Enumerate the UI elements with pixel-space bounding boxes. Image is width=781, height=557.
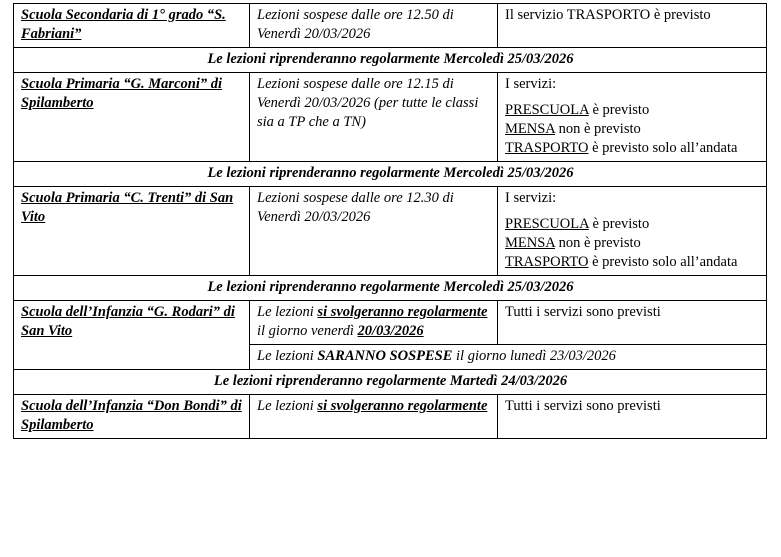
service-item <box>505 139 760 158</box>
service-name: TRASPORTO <box>505 254 589 270</box>
school-name: Scuola Primaria “G. Marconi” di Spilamberto <box>21 76 223 111</box>
lessons-emphasis: SARANNO SOSPESE <box>317 348 453 364</box>
lessons-suspended-cell <box>250 345 767 370</box>
services-cell <box>498 187 767 276</box>
lessons-date: 20/03/2026 <box>357 323 424 339</box>
services-cell: Tutti i servizi sono previsti <box>498 301 767 345</box>
lessons-cell: Lezioni sospese dalle ore 12.30 di Venerdì 20/03/2026 <box>250 187 498 276</box>
service-item <box>505 234 760 253</box>
services-cell <box>498 73 767 162</box>
school-name-cell <box>14 73 250 162</box>
table-row <box>14 187 767 276</box>
lessons-suffix: il giorno lunedì 23/03/2026 <box>452 348 616 364</box>
service-status: è previsto <box>588 102 650 118</box>
school-name-cell <box>14 395 250 439</box>
lessons-cell <box>250 301 498 345</box>
resume-banner-text: Le lezioni riprenderanno regolarmente Mercoledì 25/03/2026 <box>14 48 767 73</box>
lessons-emphasis: si svolgeranno regolarmente <box>317 398 488 414</box>
resume-banner <box>14 48 767 73</box>
resume-banner-text: Le lezioni riprenderanno regolarmente Mercoledì 25/03/2026 <box>14 162 767 187</box>
lessons-cell: Lezioni sospese dalle ore 12.15 di Venerdì 20/03/2026 (per tutte le classi sia a TP che a TN) <box>250 73 498 162</box>
services-cell: Il servizio TRASPORTO è previsto <box>498 4 767 48</box>
resume-banner-text: Le lezioni riprenderanno regolarmente Mercoledì 25/03/2026 <box>14 276 767 301</box>
table-row <box>14 4 767 48</box>
lessons-prefix: Le lezioni <box>257 348 318 364</box>
service-item <box>505 215 760 234</box>
service-name: PRESCUOLA <box>505 216 589 232</box>
lessons-cell <box>250 395 498 439</box>
school-name-cell <box>14 301 250 370</box>
service-name: PRESCUOLA <box>505 102 589 118</box>
table-row <box>14 395 767 439</box>
school-name: Scuola Primaria “C. Trenti” di San Vito <box>21 190 234 225</box>
lessons-prefix: Le lezioni <box>257 304 318 320</box>
school-name: Scuola dell’Infanzia “G. Rodari” di San Vito <box>21 304 235 339</box>
service-item <box>505 101 760 120</box>
services-heading: I servizi: <box>505 190 557 206</box>
school-schedule-table <box>13 3 767 439</box>
school-name-cell <box>14 4 250 48</box>
service-name: TRASPORTO <box>505 140 589 156</box>
service-item <box>505 253 760 272</box>
service-status: non è previsto <box>554 235 641 251</box>
lessons-prefix: Le lezioni <box>257 398 318 414</box>
table-row <box>14 73 767 162</box>
service-status: è previsto <box>588 216 650 232</box>
services-heading: I servizi: <box>505 76 557 92</box>
table-row <box>14 301 767 345</box>
resume-banner <box>14 276 767 301</box>
lessons-cell: Lezioni sospese dalle ore 12.50 di Venerdì 20/03/2026 <box>250 4 498 48</box>
services-cell: Tutti i servizi sono previsti <box>498 395 767 439</box>
service-status: non è previsto <box>554 121 641 137</box>
lessons-middle: il giorno venerdì <box>257 323 358 339</box>
resume-banner-text: Le lezioni riprenderanno regolarmente Martedì 24/03/2026 <box>14 370 767 395</box>
service-name: MENSA <box>505 235 555 251</box>
service-status: è previsto solo all’andata <box>588 254 738 270</box>
lessons-emphasis: si svolgeranno regolarmente <box>317 304 488 320</box>
service-item <box>505 120 760 139</box>
service-name: MENSA <box>505 121 555 137</box>
school-name-cell <box>14 187 250 276</box>
school-name: Scuola dell’Infanzia “Don Bondi” di Spilamberto <box>21 398 242 433</box>
resume-banner <box>14 162 767 187</box>
resume-banner <box>14 370 767 395</box>
service-status: è previsto solo all’andata <box>588 140 738 156</box>
school-name: Scuola Secondaria di 1° grado “S. Fabriani” <box>21 7 226 42</box>
